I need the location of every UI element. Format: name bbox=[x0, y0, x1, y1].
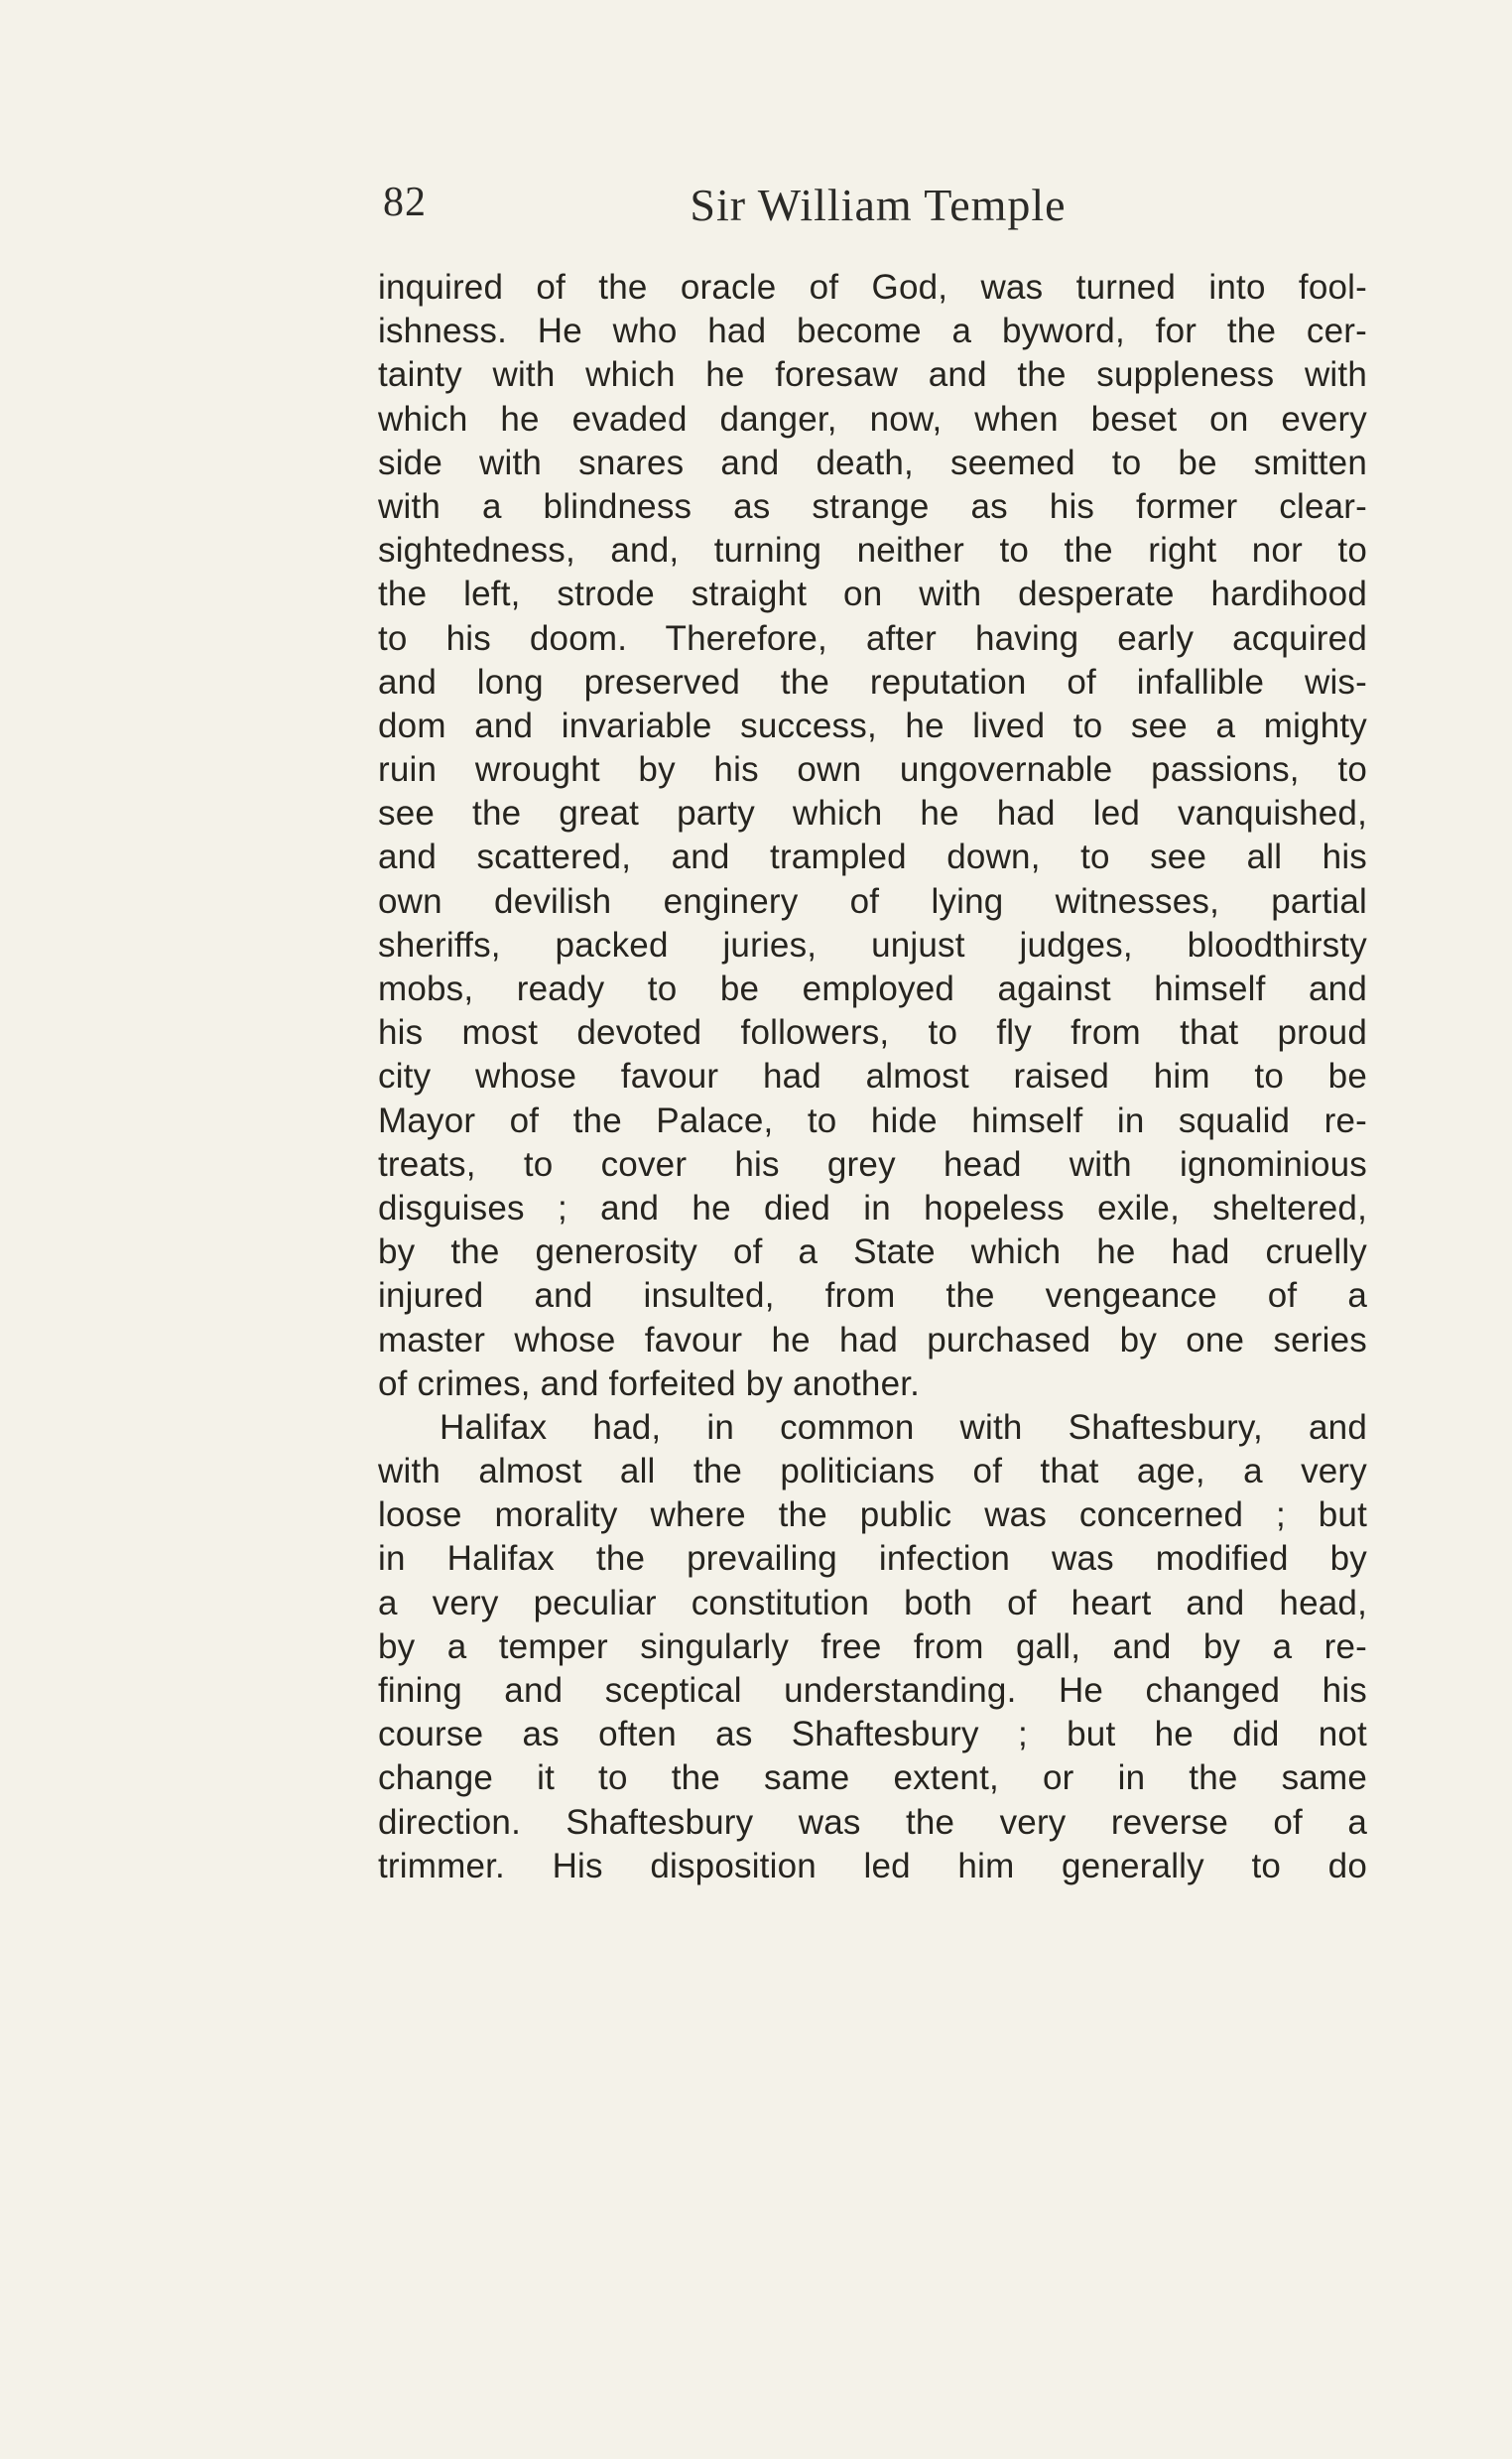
text-line: direction. Shaftesbury was the very reverse of a bbox=[378, 1802, 1367, 1842]
text-line: his most devoted followers, to fly from that proud bbox=[378, 1013, 1367, 1053]
text-line: trimmer. His disposition led him generally to do bbox=[378, 1846, 1367, 1885]
text-line: which he evaded danger, now, when beset on every bbox=[378, 399, 1367, 439]
text-line: of crimes, and forfeited by another. bbox=[378, 1363, 921, 1403]
text-line: in Halifax the prevailing infection was modified by bbox=[378, 1539, 1367, 1579]
body-text bbox=[378, 266, 1367, 1888]
paragraph-start-line: Halifax had, in common with Shaftesbury, and bbox=[440, 1407, 1367, 1447]
text-line: a very peculiar constitution both of heart and head, bbox=[378, 1583, 1367, 1622]
text-line: by a temper singularly free from gall, and by a re- bbox=[378, 1626, 1367, 1666]
text-line: and long preserved the reputation of infallible wis- bbox=[378, 662, 1367, 702]
text-line: fining and sceptical understanding. He changed his bbox=[378, 1671, 1367, 1710]
text-line: side with snares and death, seemed to be smitten bbox=[378, 443, 1367, 482]
text-line: with a blindness as strange as his former clear- bbox=[378, 486, 1367, 526]
running-title: Sir William Temple bbox=[690, 180, 1067, 230]
text-line: master whose favour he had purchased by one series bbox=[378, 1320, 1367, 1359]
text-line: ruin wrought by his own ungovernable passions, to bbox=[378, 750, 1367, 790]
text-line: injured and insulted, from the vengeance of a bbox=[378, 1276, 1367, 1316]
text-line: disguises ; and he died in hopeless exile, sheltered, bbox=[378, 1188, 1367, 1228]
text-line: city whose favour had almost raised him to be bbox=[378, 1057, 1367, 1097]
text-line: inquired of the oracle of God, was turned into fool- bbox=[378, 268, 1367, 307]
text-line: to his doom. Therefore, after having early acquired bbox=[378, 618, 1367, 658]
text-line: Mayor of the Palace, to hide himself in squalid re- bbox=[378, 1100, 1367, 1140]
text-line: treats, to cover his grey head with ignominious bbox=[378, 1144, 1367, 1184]
text-line: and scattered, and trampled down, to see all his bbox=[378, 838, 1367, 877]
text-line: sightedness, and, turning neither to the right nor to bbox=[378, 531, 1367, 571]
text-line: ishness. He who had become a byword, for the cer- bbox=[378, 312, 1367, 351]
text-line: course as often as Shaftesbury ; but he did not bbox=[378, 1715, 1367, 1754]
text-line: see the great party which he had led vanquished, bbox=[378, 794, 1367, 834]
text-line: the left, strode straight on with desperate hardihood bbox=[378, 575, 1367, 614]
running-head bbox=[377, 179, 1379, 238]
text-line: dom and invariable success, he lived to see a mighty bbox=[378, 706, 1367, 745]
text-line: with almost all the politicians of that age, a very bbox=[378, 1452, 1367, 1491]
text-line: tainty with which he foresaw and the suppleness with bbox=[378, 355, 1367, 395]
text-line: sheriffs, packed juries, unjust judges, bloodthirsty bbox=[378, 925, 1367, 965]
text-line: by the generosity of a State which he had cruelly bbox=[378, 1232, 1367, 1272]
text-line: change it to the same extent, or in the same bbox=[378, 1758, 1367, 1798]
page-number: 82 bbox=[383, 180, 427, 225]
text-line: loose morality where the public was concerned ; but bbox=[378, 1495, 1367, 1535]
text-line: mobs, ready to be employed against himself and bbox=[378, 970, 1367, 1008]
text-line: own devilish enginery of lying witnesses, partial bbox=[378, 881, 1367, 921]
